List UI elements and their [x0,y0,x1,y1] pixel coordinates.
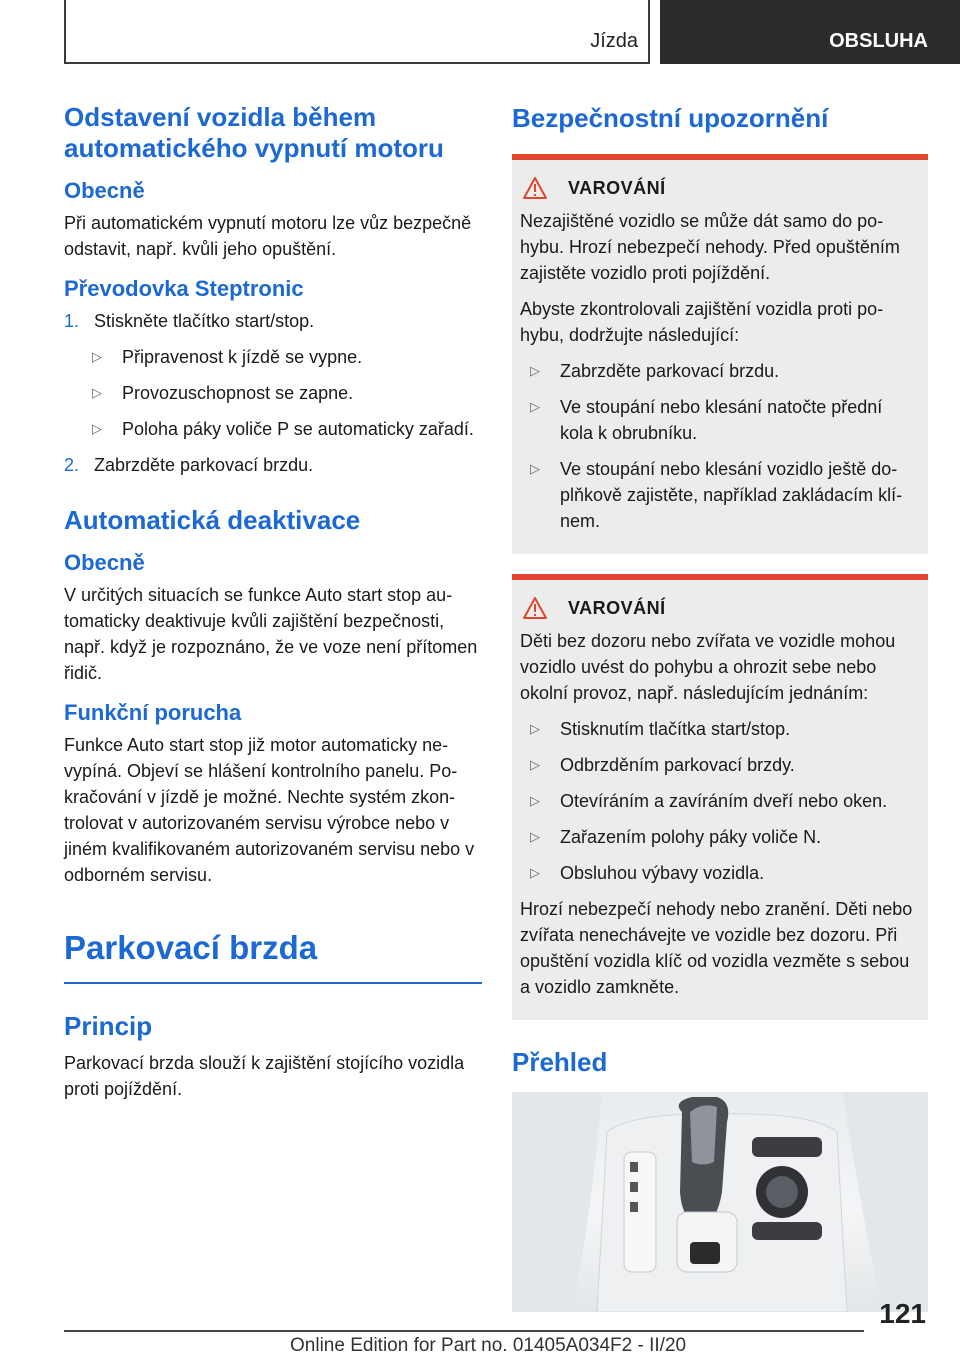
bullet-text: Ve stoupání nebo klesání vozidlo ještě doplňkově zajistěte, například zakládacím klínem. [560,459,903,531]
warning-text: Abyste zkontrolovali zajištění vozidla proti pohybu, dodržujte následující: [520,299,884,345]
footer-divider [64,1330,864,1332]
header-frame [64,0,650,64]
bullet-text: Stisknutím tlačítka start/stop. [560,719,791,739]
warning-box-1 [512,154,928,554]
step-number: 1. [64,311,80,331]
warning-triangle-icon [522,176,548,200]
chapter-title: Parkovací brzda [64,928,482,984]
step-text: Zabrzděte parkovací brzdu. [94,455,314,475]
bullet-item [530,824,920,850]
warning-header [522,176,920,200]
triangle-right-icon: ▷ [530,793,540,808]
bullet-item [530,752,920,778]
step-item [64,308,482,334]
triangle-right-icon: ▷ [530,461,540,476]
bullet-item [92,416,482,442]
step-text: Stiskněte tlačítko start/stop. [94,311,315,331]
bullet-text: Provozuschopnost se zapne. [122,383,354,403]
header-tab [660,0,960,64]
bullet-text: Odbrzděním parkovací brzdy. [560,755,795,775]
bullet-item [530,358,920,384]
bullet-item [92,380,482,406]
section-title-principle: Princip [64,1011,153,1041]
triangle-right-icon: ▷ [530,829,540,844]
triangle-right-icon: ▷ [530,363,540,378]
section-title-overview: Přehled [512,1047,608,1077]
triangle-right-icon: ▷ [530,757,540,772]
triangle-right-icon: ▷ [92,385,102,400]
general-2-text: V určitých situacích se funkce Auto start stop automaticky deaktivuje kvůli zajištění bezpečnosti, např. když je rozpoznáno, že ve voze není přítomen řidič. [64,585,478,683]
triangle-right-icon: ▷ [92,421,102,436]
triangle-right-icon: ▷ [530,399,540,414]
page-number: 121 [879,1298,926,1329]
section-title-parking: Odstavení vozidla během automatického vypnutí motoru [64,102,444,163]
bullet-item [530,716,920,742]
general-1-text: Při automatickém vypnutí motoru lze vůz bezpečně odstavit, např. kvůli jeho opuštění. [64,213,472,259]
bullet-item [530,788,920,814]
bullet-text: Zařazením polohy páky voliče N. [560,827,822,847]
warning-header [522,596,920,620]
bullet-text: Zabrzděte parkovací brzdu. [560,361,780,381]
center-console-photo [512,1092,928,1312]
warning-label: VAROVÁNÍ [568,177,666,198]
subsection-general-2: Obecně [64,550,145,575]
bullet-text: Poloha páky voliče P se automaticky zařadí. [122,419,474,439]
bullet-text: Otevíráním a zavíráním dveří nebo oken. [560,791,888,811]
bullet-text: Ve stoupání nebo klesání natočte přední kola k obrubníku. [560,397,883,443]
triangle-right-icon: ▷ [92,349,102,364]
warning-triangle-icon [522,596,548,620]
section-title-deactivation: Automatická deaktivace [64,505,361,535]
subsection-fault: Funkční porucha [64,700,242,725]
step-number: 2. [64,455,80,475]
subsection-general-1: Obecně [64,178,145,203]
section-title-safety: Bezpečnostní upozornění [512,103,829,133]
left-column [64,102,482,1112]
bullet-item [530,860,920,886]
right-column [512,102,928,1312]
fault-text: Funkce Auto start stop již motor automaticky nevypíná. Objeví se hlášení kontrolního panelu. Pokračování v jízdě je možné. Nechte systém zkontrolovat v autorizovaném servisu výrobce nebo v jiném kvalifikovaném autorizovaném servisu nebo v odborném servisu. [64,735,475,885]
bullet-text: Obsluhou výbavy vozidla. [560,863,765,883]
warning-text: Hrozí nebezpečí nehody nebo zranění. Děti nebo zvířata nenechávejte ve vozidle bez dozoru. Při opuštění vozidla klíč od vozidla vezměte s sebou a vozidlo zamkněte. [520,899,913,997]
principle-text: Parkovací brzda slouží k zajištění stojícího vozidla proti pojíždění. [64,1053,465,1099]
bullet-item [92,344,482,370]
header-section-label: Jízda [590,30,638,52]
warning-box-2 [512,574,928,1020]
warning-text: Nezajištěné vozidlo se může dát samo do pohybu. Hrozí nebezpečí nehody. Před opuštěním zajistěte vozidlo proti pojíždění. [520,211,900,283]
triangle-right-icon: ▷ [530,721,540,736]
center-console-illustration [512,1092,928,1312]
warning-label: VAROVÁNÍ [568,597,666,618]
footer-edition: Online Edition for Part no. 01405A034F2 - II/20 [290,1335,687,1356]
bullet-item [530,394,920,446]
bullet-text: Připravenost k jízdě se vypne. [122,347,363,367]
step-item [64,452,482,478]
subsection-steptronic: Převodovka Steptronic [64,276,304,301]
bullet-item [530,456,920,534]
warning-text: Děti bez dozoru nebo zvířata ve vozidle mohou vozidlo uvést do pohybu a ohrozit sebe nebo okolní provoz, např. následujícím jednáním: [520,631,896,703]
triangle-right-icon: ▷ [530,865,540,880]
header-tab-label: OBSLUHA [829,30,928,52]
